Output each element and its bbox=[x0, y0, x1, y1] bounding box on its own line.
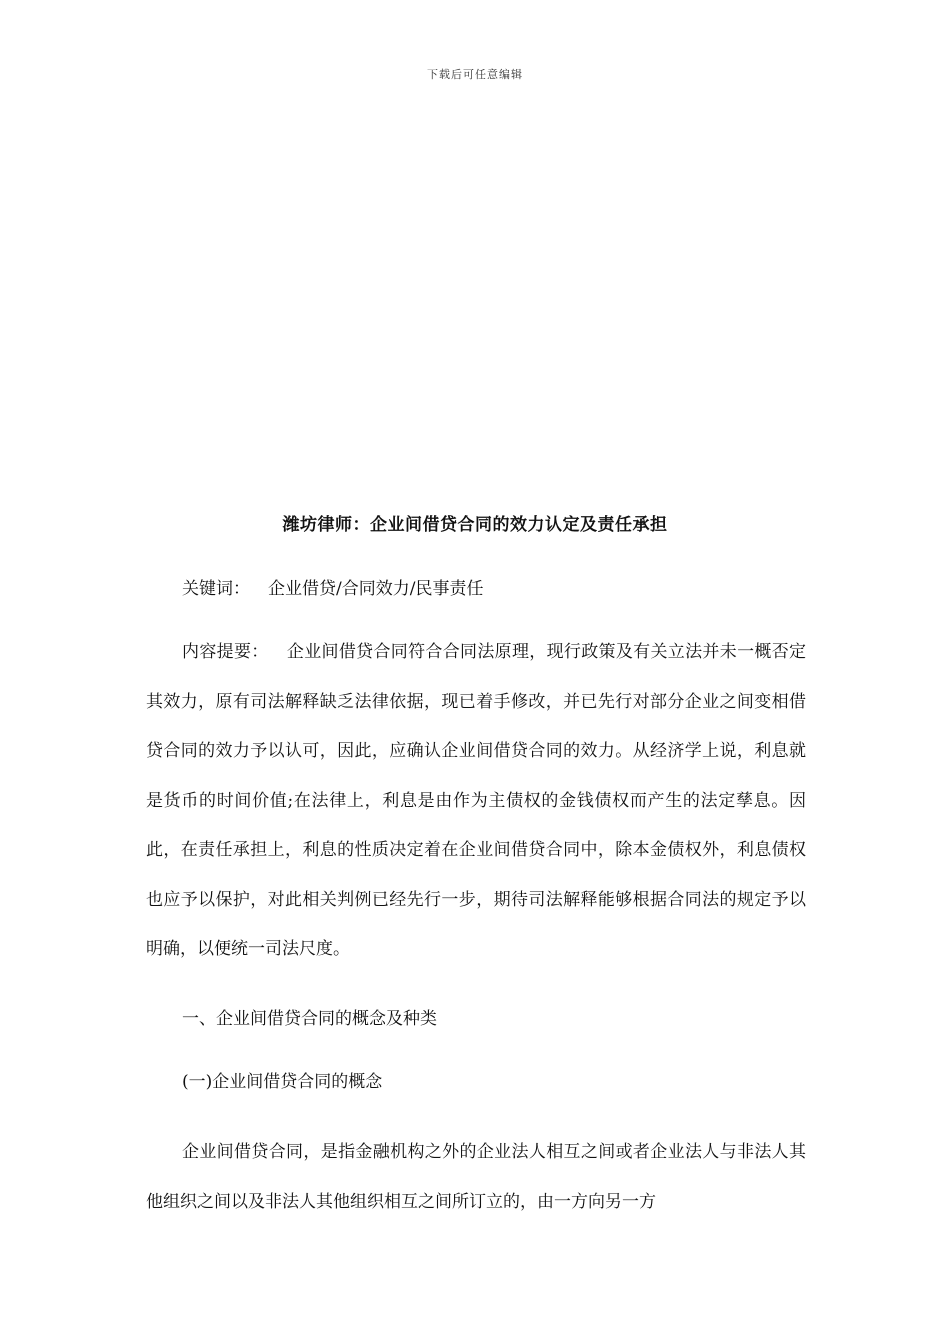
abstract-text: 企业间借贷合同符合合同法原理，现行政策及有关立法并未一概否定其效力，原有司法解释缺乏法律依据，现已着手修改，并已先行对部分企业之间变相借贷合同的效力予以认可，因此，应确认企业间借贷合同的效力。从经济学上说，利息就是货币的时间价值;在法律上，利息是由作为主债权的金钱债权而产生的法定孳息。因此，在责任承担上，利息的性质决定着在企业间借贷合同中，除本金债权外，利息债权也应予以保护，对此相关判例已经先行一步，期待司法解释能够根据合同法的规定予以明确，以便统一司法尺度。 bbox=[146, 642, 807, 959]
subsection-heading-1: (一)企业间借贷合同的概念 bbox=[182, 1072, 383, 1092]
abstract-label: 内容提要： bbox=[182, 642, 269, 662]
keywords-value: 企业借贷/合同效力/民事责任 bbox=[268, 579, 484, 599]
body-paragraph-1: 企业间借贷合同，是指金融机构之外的企业法人相互之间或者企业法人与非法人其他组织之间以及非法人其他组织相互之间所订立的，由一方向另一方 bbox=[146, 1142, 806, 1212]
document-title: 潍坊律师：企业间借贷合同的效力认定及责任承担 bbox=[282, 515, 668, 535]
section-heading-1: 一、企业间借贷合同的概念及种类 bbox=[182, 1009, 437, 1029]
abstract-paragraph bbox=[146, 628, 806, 975]
keywords-label: 关键词： bbox=[182, 579, 250, 599]
page-header-note: 下载后可任意编辑 bbox=[427, 68, 523, 81]
keywords-paragraph bbox=[146, 565, 806, 615]
